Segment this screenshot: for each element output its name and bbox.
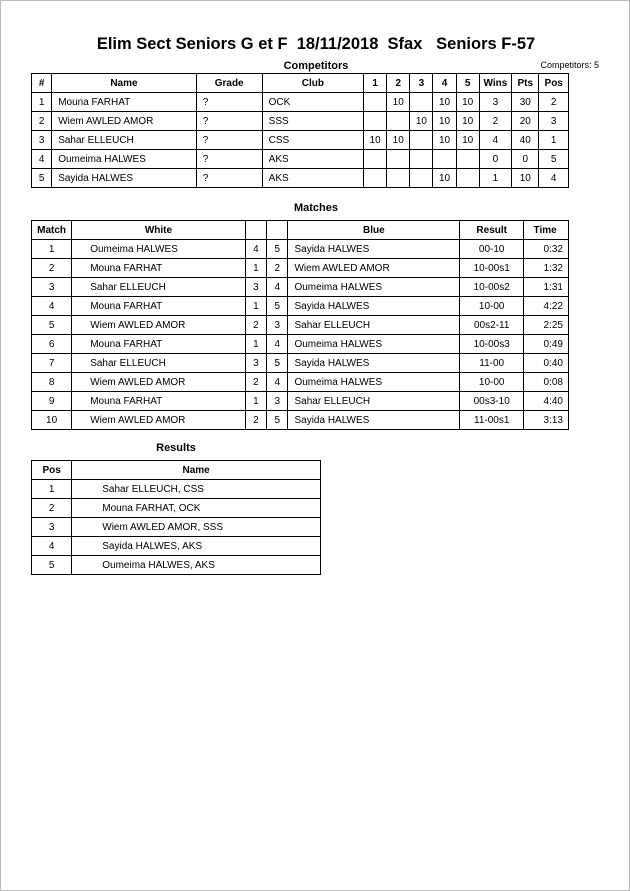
cell-round-5: 10 <box>456 112 479 131</box>
cell-grade: ? <box>196 131 262 150</box>
cell-white: Sahar ELLEUCH <box>72 354 246 373</box>
cell-blue: Oumeima HALWES <box>288 278 460 297</box>
cell-position: 5 <box>32 556 72 575</box>
cell-blue-score: 5 <box>267 354 288 373</box>
cell-round-4: 10 <box>433 169 456 188</box>
table-row <box>32 354 569 373</box>
col-club: Club <box>262 74 363 93</box>
cell-result: 00s2-11 <box>460 316 524 335</box>
cell-position: 2 <box>539 93 569 112</box>
col-wins: Wins <box>479 74 511 93</box>
cell-round-4: 10 <box>433 131 456 150</box>
col-position: Pos <box>539 74 569 93</box>
cell-match: 3 <box>32 278 72 297</box>
table-row <box>32 556 321 575</box>
cell-round-5: 10 <box>456 131 479 150</box>
cell-time: 0:49 <box>524 335 569 354</box>
cell-round-5 <box>456 169 479 188</box>
col-round-4: 4 <box>433 74 456 93</box>
cell-round-1 <box>364 93 387 112</box>
competitors-heading: Competitors <box>283 60 349 72</box>
cell-name: Sayida HALWES <box>52 169 197 188</box>
cell-blue-score: 4 <box>267 278 288 297</box>
cell-round-2: 10 <box>387 131 410 150</box>
cell-white: Oumeima HALWES <box>72 240 246 259</box>
table-row <box>32 240 569 259</box>
cell-wins: 2 <box>479 112 511 131</box>
table-row <box>32 131 569 150</box>
cell-time: 4:40 <box>524 392 569 411</box>
cell-grade: ? <box>196 93 262 112</box>
cell-points: 30 <box>512 93 539 112</box>
cell-round-3 <box>410 131 433 150</box>
cell-blue-score: 5 <box>267 411 288 430</box>
cell-result: 10-00s2 <box>460 278 524 297</box>
cell-time: 0:32 <box>524 240 569 259</box>
cell-round-2 <box>387 150 410 169</box>
cell-white: Sahar ELLEUCH <box>72 278 246 297</box>
cell-white: Mouna FARHAT <box>72 297 246 316</box>
results-table <box>31 460 321 575</box>
cell-name: Oumeima HALWES <box>52 150 197 169</box>
spacer <box>31 188 601 202</box>
cell-white-score: 1 <box>245 259 266 278</box>
cell-round-2: 10 <box>387 93 410 112</box>
col-round-1: 1 <box>364 74 387 93</box>
table-row <box>32 259 569 278</box>
cell-blue: Oumeima HALWES <box>288 335 460 354</box>
cell-position: 1 <box>32 480 72 499</box>
cell-time: 1:32 <box>524 259 569 278</box>
cell-round-1 <box>364 169 387 188</box>
table-header-row <box>32 74 569 93</box>
cell-result: 11-00 <box>460 354 524 373</box>
col-match: Match <box>32 221 72 240</box>
cell-match: 7 <box>32 354 72 373</box>
cell-position: 4 <box>539 169 569 188</box>
table-row <box>32 316 569 335</box>
table-row <box>32 537 321 556</box>
col-round-5: 5 <box>456 74 479 93</box>
cell-white-score: 2 <box>245 411 266 430</box>
cell-result: 10-00s3 <box>460 335 524 354</box>
cell-wins: 1 <box>479 169 511 188</box>
cell-white: Mouna FARHAT <box>72 259 246 278</box>
cell-name: Wiem AWLED AMOR <box>52 112 197 131</box>
col-round-2: 2 <box>387 74 410 93</box>
cell-white-score: 1 <box>245 297 266 316</box>
col-name: Name <box>52 74 197 93</box>
cell-round-4 <box>433 150 456 169</box>
cell-white-score: 2 <box>245 373 266 392</box>
cell-blue: Sayida HALWES <box>288 297 460 316</box>
cell-result: 10-00 <box>460 373 524 392</box>
cell-round-3: 10 <box>410 112 433 131</box>
cell-wins: 4 <box>479 131 511 150</box>
cell-blue-score: 3 <box>267 316 288 335</box>
cell-grade: ? <box>196 169 262 188</box>
cell-round-3 <box>410 93 433 112</box>
cell-round-4: 10 <box>433 112 456 131</box>
cell-name: Sayida HALWES, AKS <box>72 537 321 556</box>
col-time: Time <box>524 221 569 240</box>
cell-points: 40 <box>512 131 539 150</box>
cell-white-score: 3 <box>245 278 266 297</box>
page-content <box>31 35 601 575</box>
cell-match: 2 <box>32 259 72 278</box>
competitors-count: Competitors: 5 <box>540 60 599 70</box>
cell-club: SSS <box>262 112 363 131</box>
cell-result: 00s3-10 <box>460 392 524 411</box>
cell-round-3 <box>410 150 433 169</box>
cell-result: 10-00 <box>460 297 524 316</box>
cell-blue: Sahar ELLEUCH <box>288 316 460 335</box>
col-white: White <box>72 221 246 240</box>
cell-number: 1 <box>32 93 52 112</box>
cell-time: 1:31 <box>524 278 569 297</box>
cell-white-score: 4 <box>245 240 266 259</box>
col-round-3: 3 <box>410 74 433 93</box>
page-title: Elim Sect Seniors G et F 18/11/2018 Sfax Seniors F-57 <box>96 35 536 53</box>
cell-match: 9 <box>32 392 72 411</box>
cell-white-score: 2 <box>245 316 266 335</box>
table-row <box>32 373 569 392</box>
table-row <box>32 411 569 430</box>
cell-blue: Sayida HALWES <box>288 240 460 259</box>
cell-match: 8 <box>32 373 72 392</box>
cell-position: 3 <box>32 518 72 537</box>
cell-blue-score: 3 <box>267 392 288 411</box>
table-row <box>32 499 321 518</box>
cell-white-score: 1 <box>245 392 266 411</box>
cell-position: 3 <box>539 112 569 131</box>
cell-time: 0:40 <box>524 354 569 373</box>
cell-position: 2 <box>32 499 72 518</box>
cell-blue-score: 5 <box>267 297 288 316</box>
cell-position: 5 <box>539 150 569 169</box>
table-row <box>32 150 569 169</box>
table-row <box>32 297 569 316</box>
cell-name: Sahar ELLEUCH <box>52 131 197 150</box>
cell-time: 0:08 <box>524 373 569 392</box>
col-result: Result <box>460 221 524 240</box>
cell-position: 4 <box>32 537 72 556</box>
table-row <box>32 392 569 411</box>
cell-result: 10-00s1 <box>460 259 524 278</box>
table-row <box>32 169 569 188</box>
cell-blue-score: 4 <box>267 335 288 354</box>
table-row <box>32 112 569 131</box>
cell-round-1 <box>364 112 387 131</box>
cell-white: Wiem AWLED AMOR <box>72 373 246 392</box>
col-blue: Blue <box>288 221 460 240</box>
cell-result: 00-10 <box>460 240 524 259</box>
table-row <box>32 335 569 354</box>
col-position: Pos <box>32 461 72 480</box>
cell-wins: 0 <box>479 150 511 169</box>
col-name: Name <box>72 461 321 480</box>
cell-time: 4:22 <box>524 297 569 316</box>
cell-round-5 <box>456 150 479 169</box>
cell-match: 4 <box>32 297 72 316</box>
cell-white: Mouna FARHAT <box>72 392 246 411</box>
spacer <box>31 430 601 442</box>
cell-name: Mouna FARHAT <box>52 93 197 112</box>
cell-match: 10 <box>32 411 72 430</box>
cell-blue-score: 4 <box>267 373 288 392</box>
cell-result: 11-00s1 <box>460 411 524 430</box>
cell-white: Wiem AWLED AMOR <box>72 411 246 430</box>
cell-position: 1 <box>539 131 569 150</box>
table-row <box>32 93 569 112</box>
cell-name: Mouna FARHAT, OCK <box>72 499 321 518</box>
cell-match: 1 <box>32 240 72 259</box>
cell-white-score: 3 <box>245 354 266 373</box>
cell-white-score: 1 <box>245 335 266 354</box>
results-heading: Results <box>156 442 196 454</box>
cell-round-1 <box>364 150 387 169</box>
competitors-table <box>31 73 569 188</box>
cell-grade: ? <box>196 112 262 131</box>
cell-name: Oumeima HALWES, AKS <box>72 556 321 575</box>
matches-table <box>31 220 569 430</box>
cell-round-2 <box>387 169 410 188</box>
cell-white: Mouna FARHAT <box>72 335 246 354</box>
col-grade: Grade <box>196 74 262 93</box>
cell-blue: Sahar ELLEUCH <box>288 392 460 411</box>
cell-round-5: 10 <box>456 93 479 112</box>
cell-match: 6 <box>32 335 72 354</box>
table-row <box>32 518 321 537</box>
cell-blue-score: 2 <box>267 259 288 278</box>
cell-round-1: 10 <box>364 131 387 150</box>
cell-round-4: 10 <box>433 93 456 112</box>
cell-number: 3 <box>32 131 52 150</box>
cell-time: 2:25 <box>524 316 569 335</box>
cell-white: Wiem AWLED AMOR <box>72 316 246 335</box>
cell-number: 4 <box>32 150 52 169</box>
cell-time: 3:13 <box>524 411 569 430</box>
matches-heading: Matches <box>293 202 339 214</box>
cell-club: OCK <box>262 93 363 112</box>
cell-blue: Sayida HALWES <box>288 411 460 430</box>
cell-club: CSS <box>262 131 363 150</box>
cell-wins: 3 <box>479 93 511 112</box>
col-number: # <box>32 74 52 93</box>
col-white-score <box>245 221 266 240</box>
cell-points: 10 <box>512 169 539 188</box>
cell-match: 5 <box>32 316 72 335</box>
cell-number: 5 <box>32 169 52 188</box>
cell-name: Sahar ELLEUCH, CSS <box>72 480 321 499</box>
cell-blue: Wiem AWLED AMOR <box>288 259 460 278</box>
cell-blue: Oumeima HALWES <box>288 373 460 392</box>
cell-grade: ? <box>196 150 262 169</box>
cell-blue: Sayida HALWES <box>288 354 460 373</box>
cell-round-2 <box>387 112 410 131</box>
table-header-row <box>32 221 569 240</box>
cell-club: AKS <box>262 150 363 169</box>
cell-points: 20 <box>512 112 539 131</box>
cell-number: 2 <box>32 112 52 131</box>
col-blue-score <box>267 221 288 240</box>
cell-name: Wiem AWLED AMOR, SSS <box>72 518 321 537</box>
table-row <box>32 278 569 297</box>
cell-round-3 <box>410 169 433 188</box>
cell-club: AKS <box>262 169 363 188</box>
cell-blue-score: 5 <box>267 240 288 259</box>
col-points: Pts <box>512 74 539 93</box>
cell-points: 0 <box>512 150 539 169</box>
table-row <box>32 480 321 499</box>
table-header-row <box>32 461 321 480</box>
